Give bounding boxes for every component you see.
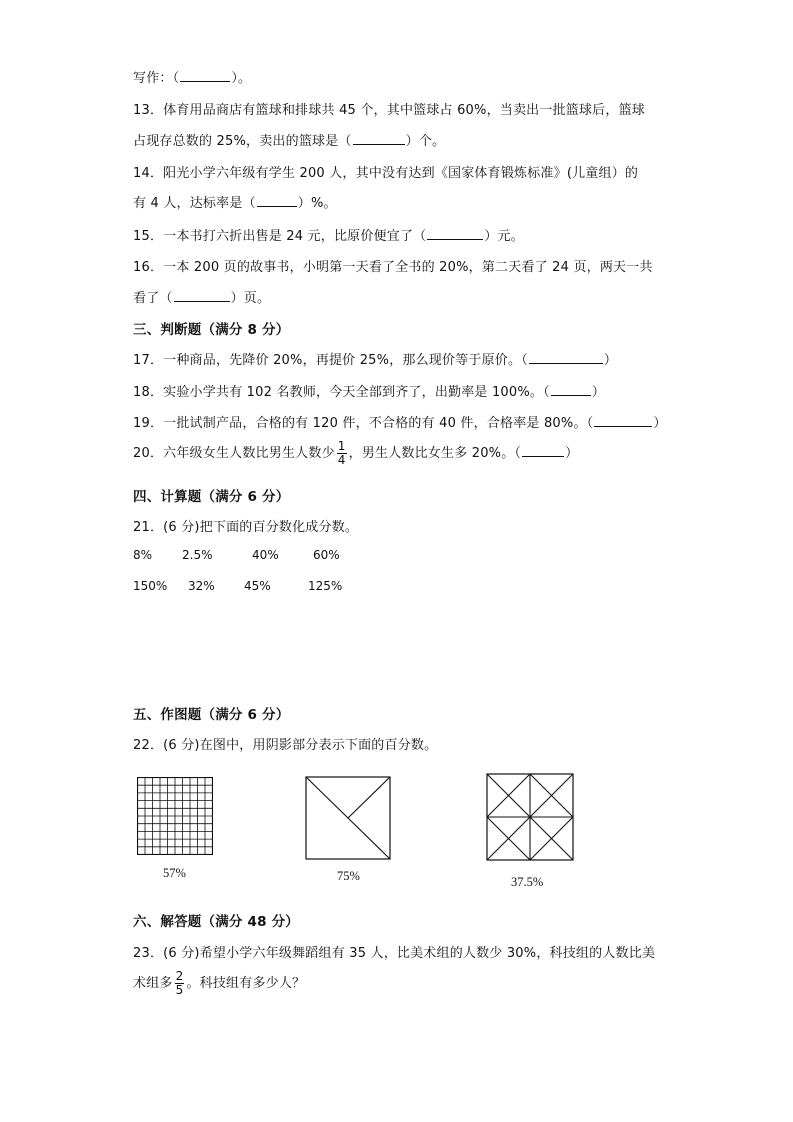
question-15: 15．一本书打六折出售是 24 元，比原价便宜了（ ）元。 [133,229,524,244]
question-21: 21．(6 分)把下面的百分数化成分数。 [133,520,359,535]
percent-item: 60% [313,548,340,562]
answer-blank[interactable] [174,289,230,302]
question-18: 18．实验小学共有 102 名教师，今天全部到齐了，出勤率是 100%。（ ） [133,385,606,400]
percent-item: 8% [133,548,153,562]
percent-item: 40% [252,548,279,562]
percent-item: 32% [188,579,215,593]
section-6-heading: 六、解答题（满分 48 分） [133,914,299,930]
fraction-two-fifths: $\frac{2}{5}$ [175,969,184,997]
question-14-line1: 14．阳光小学六年级有学生 200 人，其中没有达到《国家体育锻炼标准》(儿童组）的 [133,166,639,181]
percent-item: 150% [133,579,168,593]
question-23-line2: 术组多 $\frac{2}{5}$ 。科技组有多少人？ [133,969,306,997]
diagonal-square-figure[interactable] [305,776,391,860]
question-23-line1: 23．(6 分)希望小学六年级舞蹈组有 35 人，比美术组的人数少 30%，科技组的人数比美 [133,946,656,961]
percent-item: 2.5% [182,548,213,562]
grid-figure-label: 57% [163,866,186,880]
section-4-heading: 四、计算题（满分 6 分） [133,489,290,505]
cross-square-figure[interactable] [486,773,574,861]
question-14-line2: 有 4 人，达标率是（ ）%。 [133,196,337,211]
answer-blank[interactable] [427,227,483,240]
answer-blank[interactable] [551,383,591,396]
answer-blank[interactable] [353,132,405,145]
section-5-heading: 五、作图题（满分 6 分） [133,707,290,723]
question-22: 22．(6 分)在图中，用阴影部分表示下面的百分数。 [133,738,438,753]
answer-blank[interactable] [594,414,652,427]
answer-blank[interactable] [257,194,297,207]
percent-item: 125% [308,579,343,593]
question-20: 20．六年级女生人数比男生人数少 $\frac{1}{4}$ ，男生人数比女生多 20%。（ ） [133,439,579,467]
answer-blank[interactable] [180,69,230,82]
write-answer-line: 写作：（ ）。 [133,71,252,86]
answer-blank[interactable] [529,351,603,364]
grid-10x10-figure[interactable] [137,777,213,855]
question-13-line1: 13．体育用品商店有篮球和排球共 45 个，其中篮球占 60%，当卖出一批篮球后，篮球 [133,103,645,118]
answer-blank[interactable] [522,444,564,457]
cross-figure-label: 37.5% [511,875,544,889]
percent-item: 45% [244,579,271,593]
question-16-line2: 看了（ ）页。 [133,291,271,306]
question-17: 17．一种商品，先降价 20%，再提价 25%，那么现价等于原价。（ ） [133,353,618,368]
question-16-line1: 16．一本 200 页的故事书，小明第一天看了全书的 20%，第二天看了 24 页，两天一共 [133,260,653,275]
question-19: 19．一批试制产品，合格的有 120 件，不合格的有 40 件，合格率是 80%。（ ） [133,416,667,431]
square-figure-label: 75% [337,869,360,883]
section-3-heading: 三、判断题（满分 8 分） [133,322,290,338]
fraction-one-quarter: $\frac{1}{4}$ [337,439,346,467]
question-13-line2: 占现存总数的 25%，卖出的篮球是（ ）个。 [133,134,446,149]
